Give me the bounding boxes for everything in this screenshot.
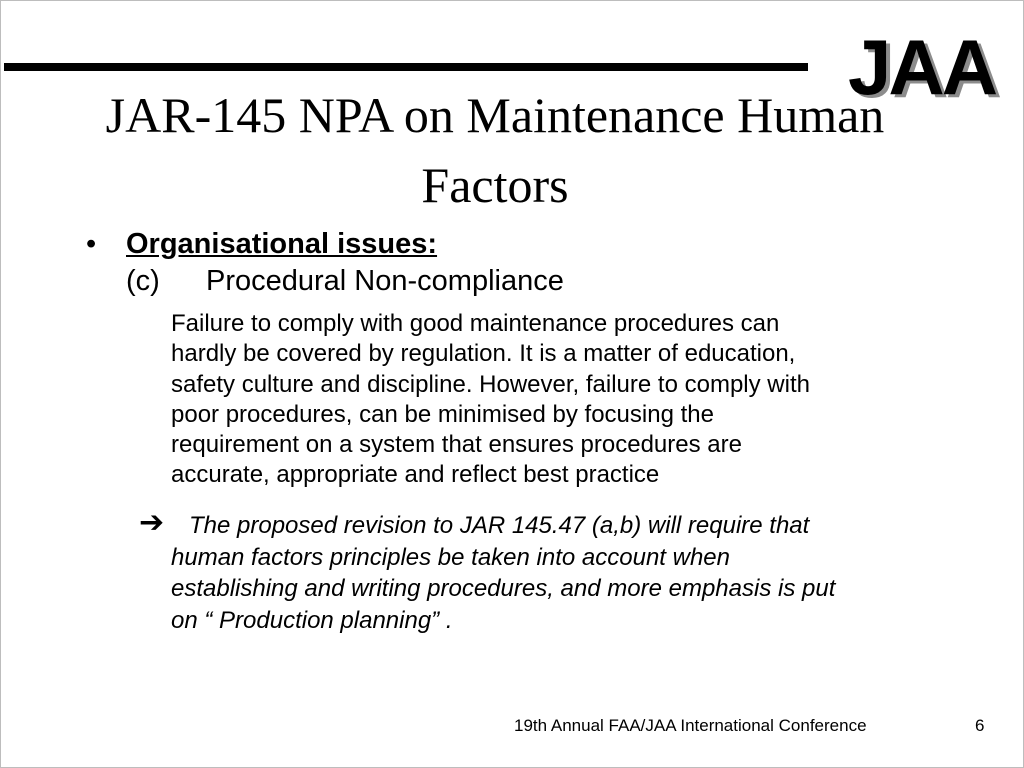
footer-conference: 19th Annual FAA/JAA International Conference	[514, 716, 867, 735]
subsection-heading	[126, 263, 564, 300]
title-rule	[4, 63, 808, 71]
paragraph-line: safety culture and discipline. However, failure to comply with	[171, 370, 810, 398]
note-line: establishing and writing procedures, and more emphasis is put	[171, 575, 836, 602]
note-line: on “ Production planning” .	[171, 606, 453, 634]
paragraph-line: requirement on a system that ensures procedures are	[171, 431, 742, 459]
slide-title	[30, 80, 960, 220]
note-paragraph	[171, 510, 991, 636]
paragraph-line: accurate, appropriate and reflect best practice	[171, 461, 660, 489]
right-arrow-icon: ➔	[139, 505, 165, 540]
slide-title-line-1: JAR-145 NPA on Maintenance Human	[105, 87, 885, 143]
note-line: human factors principles be taken into account when	[171, 543, 730, 571]
paragraph-line: poor procedures, can be minimised by focusing the	[171, 400, 714, 428]
page-number: 6	[975, 716, 985, 735]
subsection-letter: (c)	[126, 265, 160, 297]
section-heading: Organisational issues:	[126, 228, 438, 260]
note-line: The proposed revision to JAR 145.47 (a,b) will require that	[189, 512, 810, 539]
paragraph-line: hardly be covered by regulation. It is a matter of education,	[171, 340, 796, 368]
body-paragraph	[171, 309, 971, 491]
bullet-marker: •	[86, 228, 97, 260]
paragraph-line: Failure to comply with good maintenance procedures can	[171, 310, 780, 337]
slide-title-line-2: Factors	[421, 157, 569, 213]
subsection-label: Procedural Non-compliance	[206, 265, 564, 297]
jaa-logo: JAA	[848, 23, 996, 111]
